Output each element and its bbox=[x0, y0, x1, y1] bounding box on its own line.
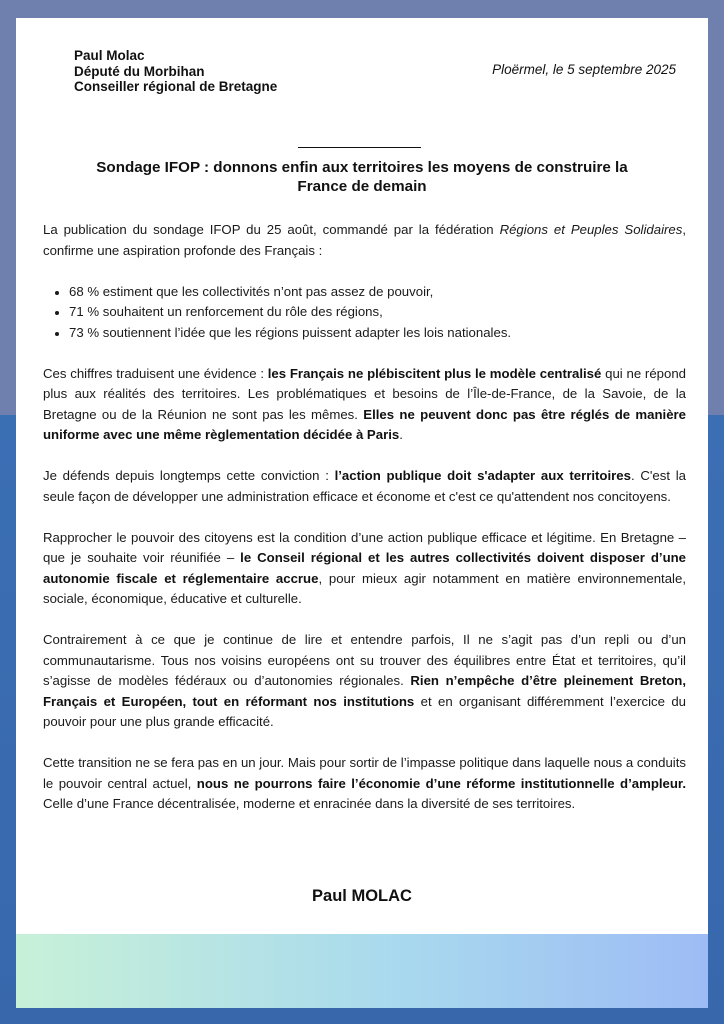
paragraph-text: et en organisant différemment l’exercice du pouvoir pour une plus grande efficacité. bbox=[43, 693, 687, 729]
list-item: • 68 % estiment que les collectivités n’ont pas assez de pouvoir, bbox=[69, 282, 686, 303]
list-item: • 71 % souhaitent un renforcement du rôle des régions, bbox=[69, 302, 686, 323]
paragraph-text: qui ne répond plus aux réalités des territoires. Les problématiques et besoins de l’Île-de-France, de la Savoie, de la Bretagne ou de la Réunion ne sont pas les mêmes. bbox=[43, 365, 686, 422]
paragraph-text: , pour mieux agir notamment en matière environnementale, sociale, économique, éducative et culturelle. bbox=[43, 570, 686, 606]
signature: Paul MOLAC bbox=[312, 887, 412, 905]
paragraph-emphasis: les Français ne plébiscitent plus le modèle centralisé bbox=[267, 365, 602, 381]
paragraph-text: Je défends depuis longtemps cette conviction : bbox=[43, 468, 335, 483]
paragraph-emphasis: nous ne pourrons faire l’économie d’une réforme institutionnelle d’ampleur. bbox=[196, 775, 686, 791]
paragraph-emphasis: l’action publique doit s'adapter aux territoires bbox=[334, 468, 631, 483]
footer-gradient-band bbox=[16, 934, 708, 1008]
place-date: Ploërmel, le 5 septembre 2025 bbox=[492, 62, 676, 77]
intro-text-end: , confirme une aspiration profonde des Français : bbox=[43, 222, 686, 258]
poll-results-list bbox=[43, 282, 686, 344]
letter-title: Sondage IFOP : donnons enfin aux territoires les moyens de construire la France de demain bbox=[96, 159, 628, 195]
intro-paragraph bbox=[43, 220, 686, 261]
paragraph-europe bbox=[43, 630, 686, 733]
paragraph-bretagne bbox=[43, 528, 686, 610]
sender-block bbox=[74, 48, 277, 95]
paragraph-emphasis: Elles ne peuvent donc pas être réglés de manière uniforme avec une même règlementation décidée à Paris bbox=[43, 406, 686, 442]
paragraph-reform bbox=[43, 753, 686, 815]
paragraph-text: Contrairement à ce que je continue de lire et entendre parfois, Il ne s’agit pas d’un repli ou d’un communautarisme. Tous nos voisins européens ont su trouver des équilibres entre État et territoires, qu’il s’agisse de modèles fédéraux ou d’autonomies régionales. bbox=[43, 632, 686, 688]
paragraph-conviction bbox=[43, 466, 686, 507]
title-divider bbox=[298, 147, 421, 148]
sender-role-councillor: Conseiller régional de Bretagne bbox=[74, 79, 278, 94]
paragraph-emphasis: Rien n’empêche d’être pleinement Breton, Français et Européen, tout en réformant nos institutions bbox=[43, 673, 686, 709]
paragraph-text: Ces chiffres traduisent une évidence : bbox=[43, 365, 268, 381]
paragraph-text: . C'est la seule façon de développer une administration efficace et économe et c'est ce qu'attendent nos concitoyens. bbox=[43, 468, 686, 504]
letter-page bbox=[16, 18, 708, 1008]
paragraph-centralism bbox=[43, 364, 686, 446]
intro-text: La publication du sondage IFOP du 25 août, commandé par la fédération bbox=[43, 222, 500, 237]
paragraph-text: Cette transition ne se fera pas en un jour. Mais pour sortir de l’impasse politique dans laquelle nous a conduits le pouvoir central actuel, bbox=[43, 755, 686, 791]
paragraph-emphasis: le Conseil régional et les autres collectivités doivent disposer d’une autonomie fiscale et réglementaire accrue bbox=[43, 550, 687, 586]
letter-body bbox=[43, 220, 686, 815]
paragraph-text: Rapprocher le pouvoir des citoyens est la condition d’une action publique efficace et légitime. En Bretagne – que je souhaite voir réunifiée – bbox=[43, 529, 686, 565]
intro-federation-name: Régions et Peuples Solidaires bbox=[499, 222, 683, 237]
paragraph-text: Celle d’une France décentralisée, moderne et enracinée dans la diversité de ses territoires. bbox=[43, 796, 576, 811]
sender-role-deputy: Député du Morbihan bbox=[74, 63, 205, 79]
list-item: • 73 % soutiennent l’idée que les régions puissent adapter les lois nationales. bbox=[69, 323, 686, 344]
paragraph-text: . bbox=[399, 427, 403, 442]
sender-name: Paul Molac bbox=[74, 48, 145, 63]
